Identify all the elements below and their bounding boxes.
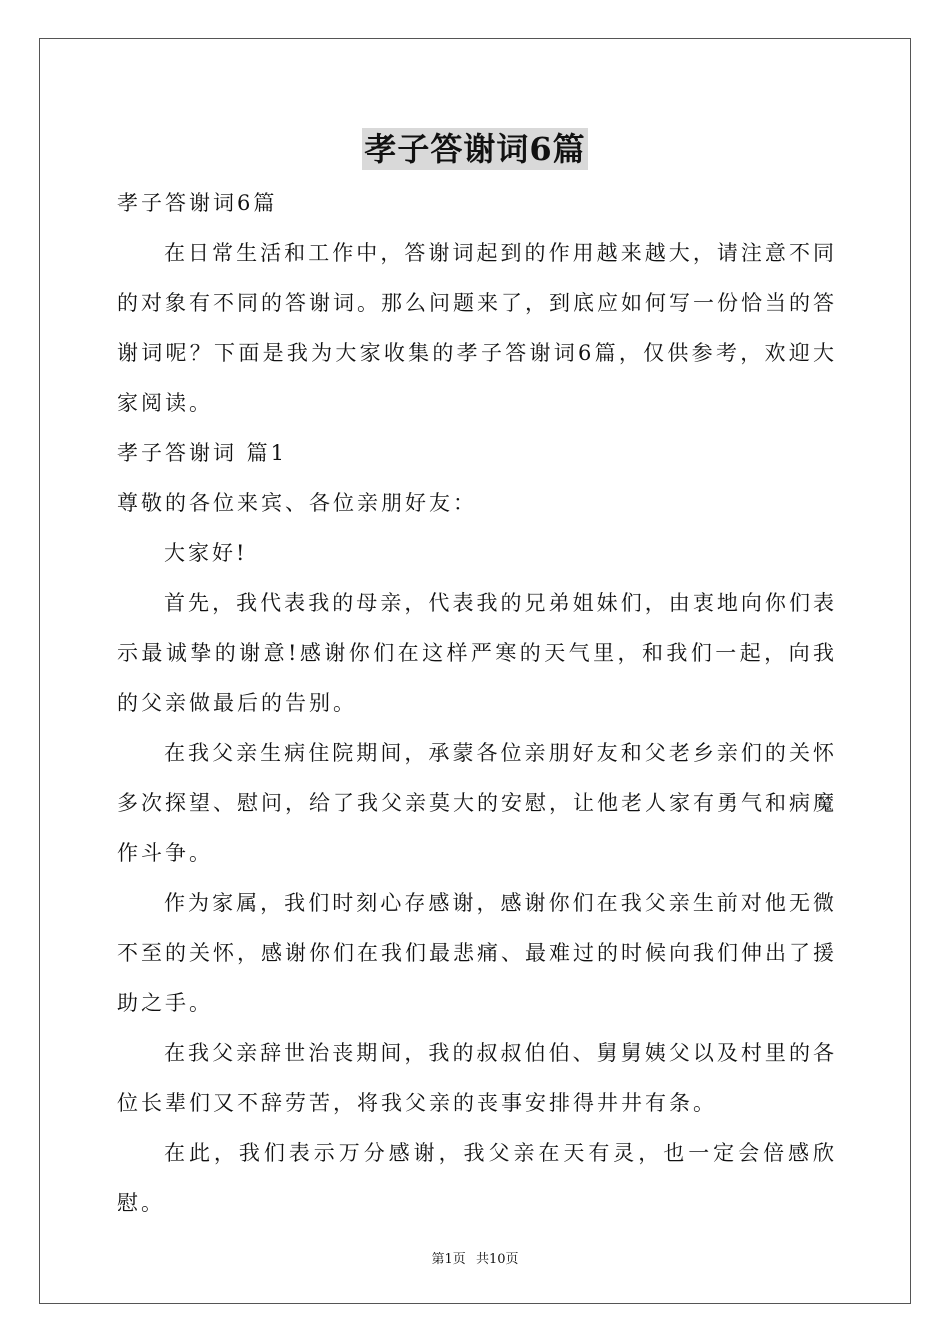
page-footer — [0, 1248, 950, 1267]
document-body — [117, 178, 837, 1228]
body-paragraph: 首先，我代表我的母亲，代表我的兄弟姐妹们，由衷地向你们表示最诚挚的谢意!感谢你们在这样严寒的天气里，和我们一起，向我的父亲做最后的告别。 — [117, 591, 837, 715]
intro-paragraph: 在日常生活和工作中，答谢词起到的作用越来越大，请注意不同的对象有不同的答谢词。那么问题来了，到底应如何写一份恰当的答谢词呢？下面是我为大家收集的孝子答谢词6篇，仅供参考，欢迎大家阅读。 — [117, 241, 837, 415]
body-paragraph: 在此，我们表示万分感谢，我父亲在天有灵，也一定会倍感欣慰。 — [117, 1141, 837, 1215]
document-title: 孝子答谢词6篇 — [364, 130, 586, 168]
body-paragraph: 作为家属，我们时刻心存感谢，感谢你们在我父亲生前对他无微不至的关怀，感谢你们在我们最悲痛、最难过的时候向我们伸出了援助之手。 — [117, 891, 837, 1015]
body-paragraph: 在我父亲生病住院期间，承蒙各位亲朋好友和父老乡亲们的关怀多次探望、慰问，给了我父亲莫大的安慰，让他老人家有勇气和病魔作斗争。 — [117, 741, 837, 865]
title-container — [0, 128, 950, 170]
body-paragraph: 大家好! — [164, 541, 248, 565]
document-subtitle: 孝子答谢词6篇 — [117, 191, 278, 215]
page-number: 第1页 — [431, 1252, 466, 1267]
page-total: 共10页 — [475, 1252, 519, 1267]
salutation: 尊敬的各位来宾、各位亲朋好友： — [117, 491, 477, 515]
body-paragraph: 在我父亲辞世治丧期间，我的叔叔伯伯、舅舅姨父以及村里的各位长辈们又不辞劳苦，将我父亲的丧事安排得井井有条。 — [117, 1041, 837, 1115]
section-heading: 孝子答谢词 篇1 — [117, 441, 288, 465]
